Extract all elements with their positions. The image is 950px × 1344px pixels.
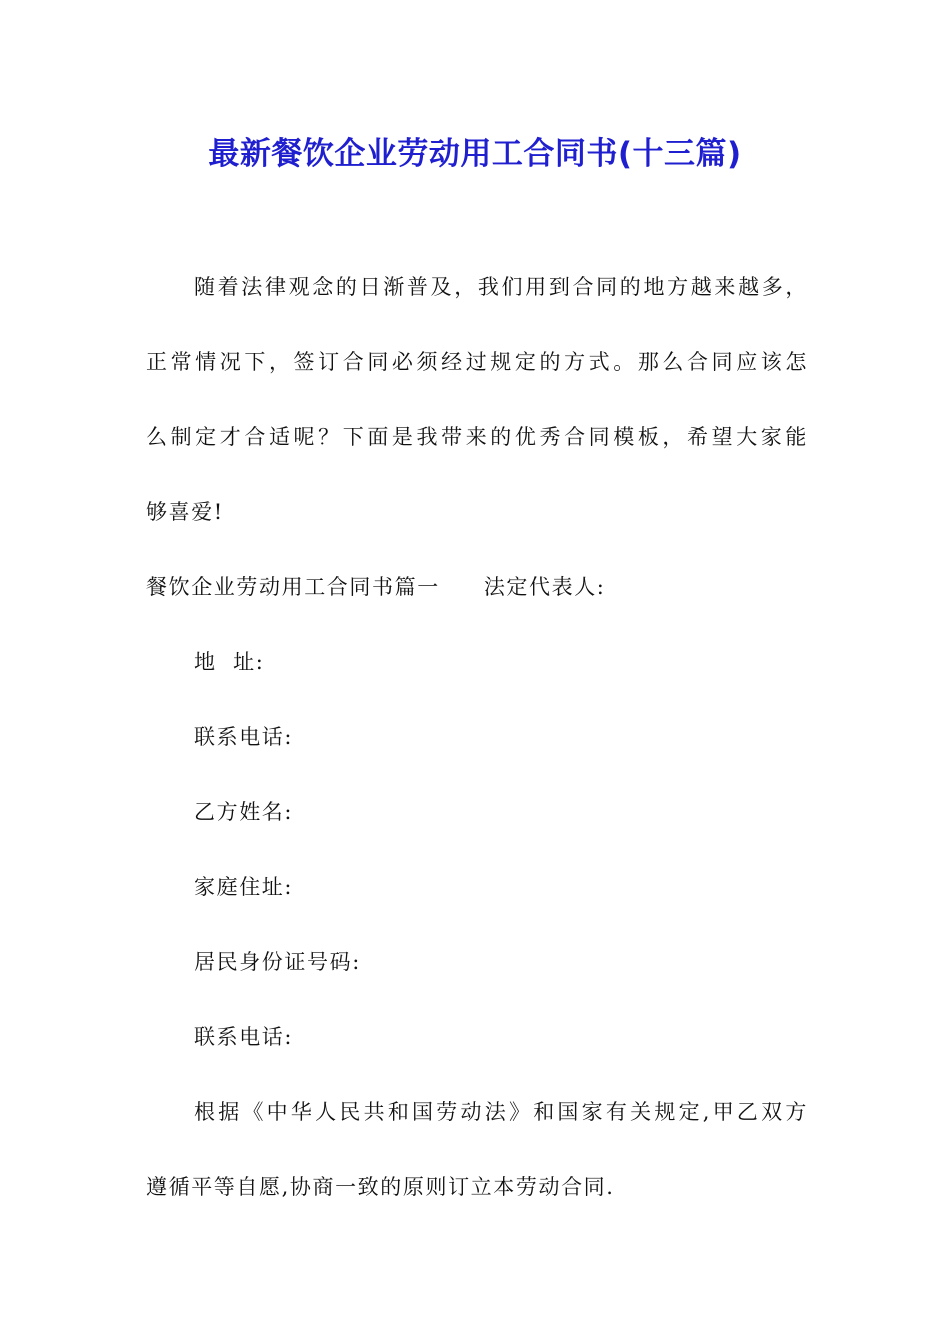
document-title: 最新餐饮企业劳动用工合同书(十三篇) [208, 136, 742, 172]
id-number-label: 居民身份证号码: [194, 950, 361, 974]
basis-line-1: 根据《中华人民共和国劳动法》和国家有关规定,甲乙双方 [194, 1100, 808, 1124]
intro-line-3: 么制定才合适呢？下面是我带来的优秀合同模板，希望大家能 [146, 425, 808, 449]
basis-line-2: 遵循平等自愿,协商一致的原则订立本劳动合同. [146, 1175, 615, 1199]
section-heading: 餐饮企业劳动用工合同书篇一 [146, 575, 440, 599]
intro-line-2: 正常情况下，签订合同必须经过规定的方式。那么合同应该怎 [146, 350, 808, 374]
address-label: 地 址: [194, 650, 265, 674]
document-body [146, 250, 808, 1225]
phone-label-2: 联系电话: [194, 1025, 294, 1049]
section-heading-row [146, 550, 808, 625]
intro-line-4: 够喜爱! [146, 500, 224, 524]
home-address-label: 家庭住址: [194, 875, 294, 899]
intro-line-1: 随着法律观念的日渐普及，我们用到合同的地方越来越多， [194, 275, 808, 299]
party-b-name-label: 乙方姓名: [194, 800, 294, 824]
phone-label-1: 联系电话: [194, 725, 294, 749]
legal-representative-label: 法定代表人: [483, 575, 606, 599]
